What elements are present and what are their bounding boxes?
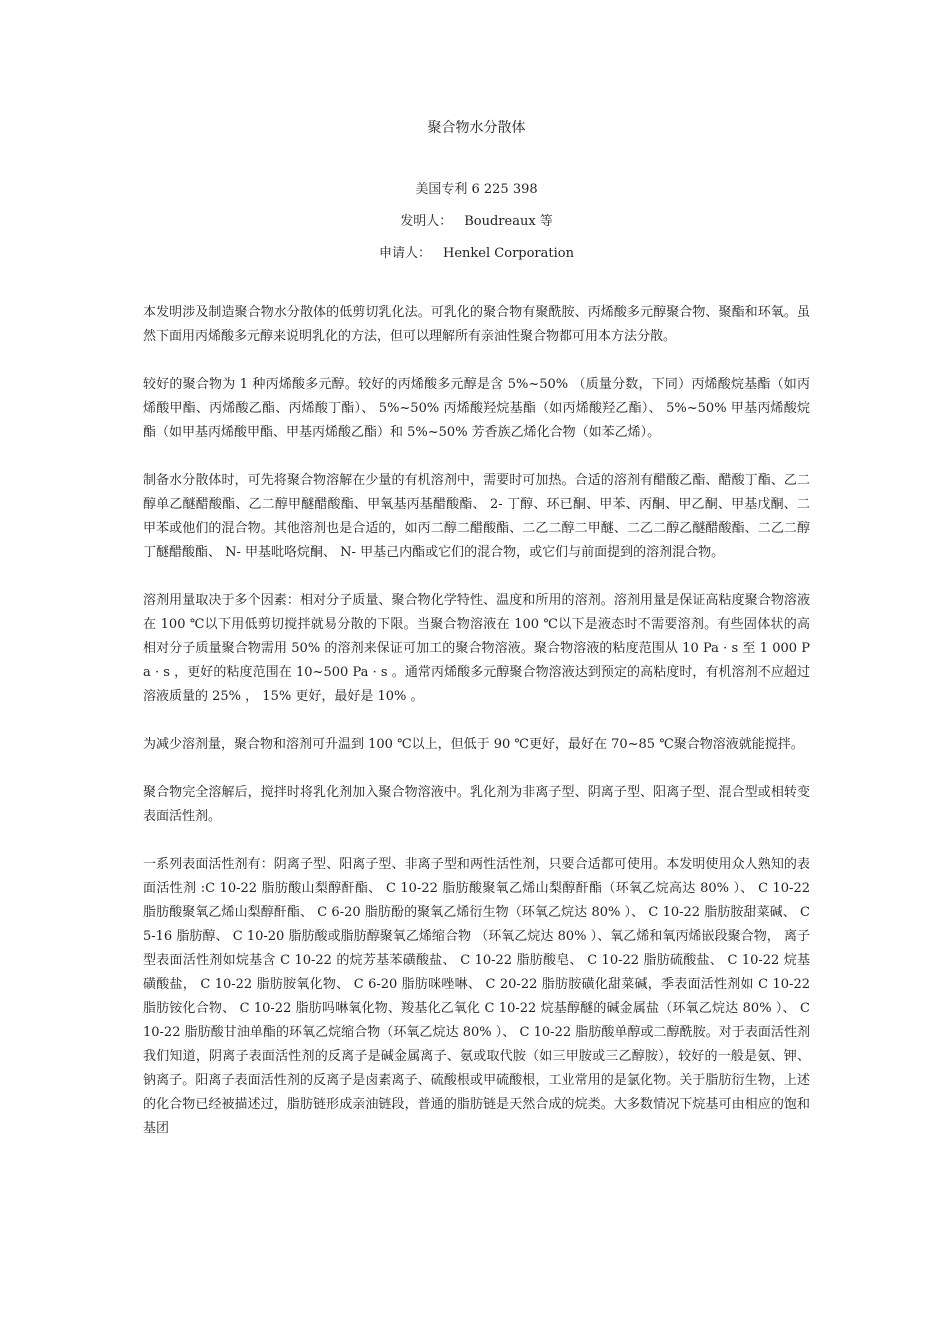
patent-number: 美国专利 6 225 398 — [415, 182, 538, 197]
paragraph-emulsifier: 聚合物完全溶解后，搅拌时将乳化剂加入聚合物溶液中。乳化剂为非离子型、阴离子型、阳离子型、混合型或相转变表面活性剂。 — [143, 785, 810, 824]
paragraph-surfactants: 一系列表面活性剂有：阴离子型、阳离子型、非离子型和两性活性剂，只要合适都可使用。本发明使用众人熟知的表面活性剂 :C 10-22 脂肪酸山梨醇酐酯、 C 10-22 脂肪酸聚氧乙烯山梨醇酐酯（环氧乙烷高达 80% ）、 C 10-22 脂肪酸聚氧乙烯山梨醇酐酯、 C 6-20 脂肪酚的聚氧乙烯衍生物（环氧乙烷达 80% ）、 C 10-22 脂肪胺甜菜碱、 C 5-16 脂肪醇、 C 10-20 脂肪酸或脂肪醇聚氧乙烯缩合物 （环氧乙烷达 80% ）、氧乙烯和氧丙烯嵌段聚合物， 离子型表面活性剂如烷基含 C 10-22 的烷芳基苯磺酸盐、 C 10-22 脂肪酸皂、 C 10-22 脂肪硫酸盐、 C 10-22 烷基磺酸盐， C 10-22 脂肪胺氧化物、 C 6-20 脂肪咪唑啉、 C 20-22 脂肪胺磺化甜菜碱，季表面活性剂如 C 10-22 脂肪铵化合物、 C 10-22 脂肪吗啉氧化物、羧基化乙氧化 C 10-22 烷基醇醚的碱金属盐（环氧乙烷达 80% ）、 C 10-22 脂肪酸甘油单酯的环氧乙烷缩合物（环氧乙烷达 80% ）、 C 10-22 脂肪酸单醇或二醇酰胺。对于表面活性剂我们知道，阴离子表面活性剂的反离子是碱金属离子、氨或取代胺（如三甲胺或三乙醇胺），较好的一般是氨、钾、钠离子。阳离子表面活性剂的反离子是卤素离子、硫酸根或甲硫酸根，工业常用的是氯化物。关于脂肪衍生物，上述的化合物已经被描述过，脂肪链形成亲油链段，普通的脂肪链是天然合成的烷类。大多数情况下烷基可由相应的饱和基团 — [143, 857, 810, 1136]
paragraph-solvent-amount: 溶剂用量取决于多个因素：相对分子质量、聚合物化学特性、温度和所用的溶剂。溶剂用量是保证高粘度聚合物溶液在 100 ℃以下用低剪切搅拌就易分散的下限。当聚合物溶液在 100 ℃以下是液态时不需要溶剂。有些固体状的高相对分子质量聚合物需用 50% 的溶剂来保证可加工的聚合物溶液。聚合物溶液的粘度范围从 10 Pa · s 至 1 000 Pa · s ，更好的粘度范围在 10~500 Pa · s 。通常丙烯酸多元醇聚合物溶液达到预定的高粘度时，有机溶剂不应超过溶液质量的 25% ， 15% 更好，最好是 10% 。 — [143, 593, 810, 704]
applicant-label: 申请人： — [379, 246, 432, 261]
paragraph-temperature: 为减少溶剂量，聚合物和溶剂可升温到 100 ℃以上，但低于 90 ℃更好，最好在 70~85 ℃聚合物溶液就能搅拌。 — [143, 737, 804, 752]
paragraph-polymer: 较好的聚合物为 1 种丙烯酸多元醇。较好的丙烯酸多元醇是含 5%~50% （质量分数，下同）丙烯酸烷基酯（如丙烯酸甲酯、丙烯酸乙酯、丙烯酸丁酯）、 5%~50% 丙烯酸羟烷基酯（如丙烯酸羟乙酯）、 5%~50% 甲基丙烯酸烷酯（如甲基丙烯酸甲酯、甲基丙烯酸乙酯）和 5%~50% 芳香族乙烯化合物（如苯乙烯）。 — [143, 377, 810, 440]
applicant-line — [143, 238, 810, 270]
document-title: 聚合物水分散体 — [427, 120, 526, 136]
paragraph-solvents: 制备水分散体时，可先将聚合物溶解在少量的有机溶剂中，需要时可加热。合适的溶剂有醋酸乙酯、醋酸丁酯、乙二醇单乙醚醋酸酯、乙二醇甲醚醋酸酯、甲氧基丙基醋酸酯、 2- 丁醇、环已酮、甲苯、丙酮、甲乙酮、甲基戊酮、二甲苯或他们的混合物。其他溶剂也是合适的，如丙二醇二醋酸酯、二乙二醇二甲醚、二乙二醇乙醚醋酸酯、二乙二醇丁醚醋酸酯、 N- 甲基吡咯烷酮、 N- 甲基己内酯或它们的混合物，或它们与前面提到的溶剂混合物。 — [143, 473, 810, 560]
paragraph-intro: 本发明涉及制造聚合物水分散体的低剪切乳化法。可乳化的聚合物有聚酰胺、丙烯酸多元醇聚合物、聚酯和环氧。虽然下面用丙烯酸多元醇来说明乳化的方法，但可以理解所有亲油性聚合物都可用本方法分散。 — [143, 305, 810, 344]
inventor-value: Boudreaux 等 — [464, 214, 553, 229]
document-body — [143, 301, 810, 1141]
inventor-label: 发明人： — [400, 214, 453, 229]
inventor-line — [143, 206, 810, 238]
applicant-value: Henkel Corporation — [443, 246, 574, 261]
